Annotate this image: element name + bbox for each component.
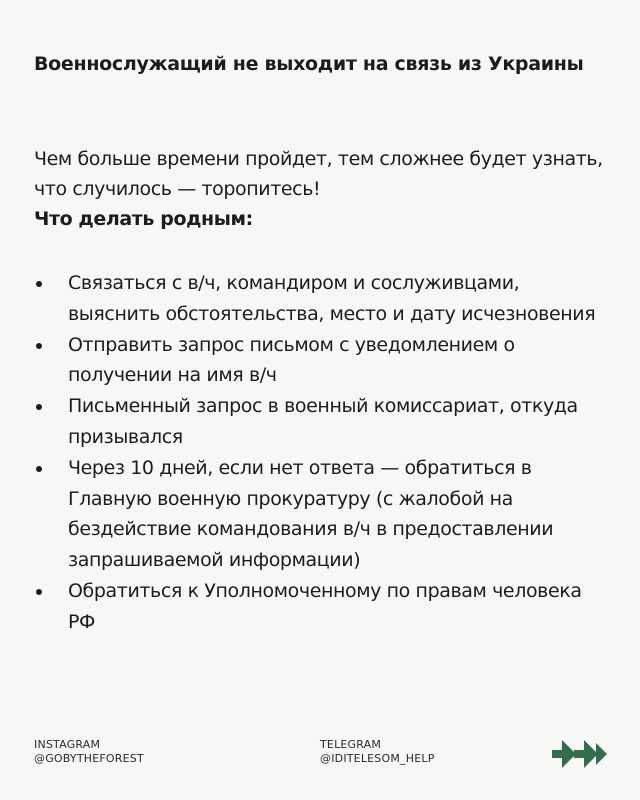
telegram-handle: @IDITELESOM_HELP <box>320 752 435 765</box>
telegram-link[interactable] <box>320 738 435 766</box>
steps-list <box>34 268 614 638</box>
list-item-text: Через 10 дней, если нет ответа — обратиться в Главную военную прокуратуру (с жалобой на бездействие командования в/ч в предоставлении запрашиваемой информации) <box>68 456 554 572</box>
intro-line: Чем больше времени пройдет, тем сложнее будет узнать, что случилось — торопитесь! <box>34 148 603 200</box>
list-item-text: Связаться с в/ч, командиром и сослуживцами, выяснить обстоятельства, место и дату исчезновения <box>68 272 596 325</box>
instagram-label: INSTAGRAM <box>34 738 101 751</box>
list-item <box>34 391 614 453</box>
telegram-label: TELEGRAM <box>320 738 382 751</box>
instagram-handle: @GOBYTHEFOREST <box>34 752 144 765</box>
list-item-text: Отправить запрос письмом с уведомлением о получении на имя в/ч <box>68 333 515 387</box>
list-item-text: Письменный запрос в военный комиссариат, откуда призывался <box>68 395 578 448</box>
list-item-text: Обратиться к Уполномоченному по правам человека РФ <box>68 579 582 633</box>
instagram-link[interactable] <box>34 738 144 766</box>
list-item <box>34 453 614 576</box>
intro-heading: Что делать родным: <box>34 208 253 230</box>
list-item <box>34 268 614 330</box>
list-item <box>34 576 614 638</box>
card-title: Военнослужащий не выходит на связь из Украины <box>34 53 584 75</box>
intro-text <box>34 144 614 234</box>
double-arrow-right-icon[interactable] <box>552 737 608 771</box>
list-item <box>34 330 614 392</box>
